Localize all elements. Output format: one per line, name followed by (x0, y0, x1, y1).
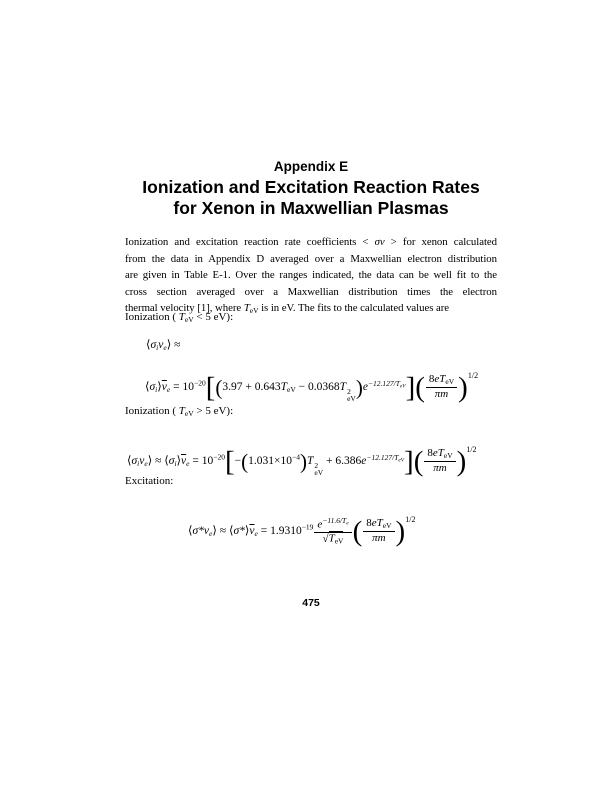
math-token: e (432, 447, 438, 460)
math-token: 10 (201, 455, 214, 467)
math-token: 8 (366, 517, 372, 530)
math-token: ⟩ (166, 339, 172, 351)
math-fraction (363, 518, 394, 544)
fraction-denominator: πm (426, 387, 457, 401)
math-token: T (307, 455, 314, 467)
math-token: 10 (182, 381, 194, 393)
heading-text: Ionization ( (125, 311, 179, 323)
math-token: 2 (314, 461, 319, 470)
math-token: eV (334, 536, 344, 546)
math-token: 1.031×10 (248, 455, 293, 467)
math-fraction (424, 448, 455, 474)
math-token: $\overline{v}$ (161, 381, 167, 393)
math-token: − (234, 455, 242, 467)
math-token: σ* (192, 525, 204, 537)
math-exponent (322, 516, 348, 525)
math-token: i (174, 459, 177, 468)
math-token: σ (149, 381, 156, 393)
right-paren: ) (395, 515, 406, 548)
math-token: T (178, 405, 185, 417)
left-paren: ( (215, 375, 223, 400)
math-token: e (186, 459, 190, 468)
math-token: ⟩ (244, 525, 250, 537)
math-token-supsub (347, 388, 356, 402)
left-paren: ( (415, 371, 425, 404)
math-token: eV (184, 315, 194, 324)
math-token: T (280, 381, 288, 393)
heading-text: < 5 eV): (193, 311, 234, 323)
math-token: e (362, 381, 368, 393)
math-token: 1/2 (405, 515, 416, 524)
math-token: e (166, 385, 171, 394)
math-token: v (158, 339, 164, 351)
math-exponent (368, 379, 406, 388)
math-token: eV (443, 451, 453, 461)
math-token: 1/2 (466, 445, 477, 454)
math-token: − 0.0368 (295, 381, 340, 393)
fraction-denominator: πm (424, 461, 455, 475)
math-token: e (346, 520, 349, 527)
math-token: eV (287, 385, 296, 394)
math-token: ≈ (216, 525, 229, 537)
math-token: ⟨ (164, 455, 169, 467)
math-fraction (314, 517, 351, 546)
paragraph-text: thermal velocity [1], where (125, 302, 244, 314)
paragraph-line: are given in Table E-1. Over the ranges indicated, the data can be well fit to the (125, 269, 497, 281)
fraction-numerator (314, 517, 351, 532)
math-token: ⟨ (228, 525, 234, 537)
math-token: 2 (347, 387, 351, 396)
math-token: = (170, 381, 183, 393)
math-token: ⟨ (188, 525, 193, 537)
math-token: T (437, 447, 444, 460)
math-token: e (361, 455, 367, 467)
math-token: −12.127/ (367, 378, 396, 388)
left-bracket: [ (205, 371, 216, 404)
fraction-denominator (314, 532, 351, 546)
paragraph-line (125, 234, 497, 251)
math-token: eV (382, 521, 392, 531)
paragraph-line: from the data in Appendix D averaged over a Maxwellian electron distribution (125, 252, 497, 265)
heading-text: Ionization ( (125, 405, 179, 417)
math-token: T (178, 311, 185, 323)
fraction-numerator (363, 518, 394, 531)
math-token: eV (314, 468, 324, 477)
fraction-numerator (426, 374, 457, 387)
fraction-numerator (424, 448, 455, 461)
math-token: ⟨ (127, 455, 132, 467)
appendix-label: Appendix E (273, 159, 349, 174)
math-token: e (371, 517, 377, 530)
heading-ionization-low (125, 310, 233, 327)
fraction-denominator: πm (363, 531, 394, 545)
radical-icon: √ (322, 532, 329, 545)
math-token: ⟨ (146, 339, 151, 351)
paragraph-text: Ionization and excitation reaction rate coefficients < (125, 236, 375, 248)
heading-ionization-high (125, 404, 233, 421)
right-paren: ) (355, 375, 363, 400)
left-paren: ( (241, 449, 249, 474)
math-token: i (156, 343, 159, 352)
math-token: 3.97 + 0.643 (222, 381, 281, 393)
math-token: 1/2 (467, 371, 479, 380)
math-token: = (189, 455, 202, 467)
math-token: ⟩ (147, 455, 153, 467)
math-token-supsub (314, 462, 323, 476)
paragraph-text: is in eV. The fits to the calculated values are (258, 302, 450, 314)
math-token: eV (398, 457, 405, 463)
math-token: σ* (233, 525, 245, 537)
right-bracket: ] (404, 445, 414, 478)
math-token: i (137, 459, 140, 468)
left-paren: ( (413, 445, 424, 478)
paragraph-line: cross section averaged over a Maxwellian distribution times the electron (125, 285, 497, 298)
heading-excitation: Excitation: (125, 475, 174, 487)
math-token: T (395, 378, 400, 388)
math-token: e (209, 529, 213, 538)
math-token: −20 (213, 452, 225, 462)
math-token: −19 (301, 522, 314, 532)
math-token: e (144, 459, 148, 468)
math-token: T (342, 515, 347, 525)
math-token: e (163, 343, 167, 352)
math-token: −20 (193, 378, 206, 388)
equation-ionization-low (145, 358, 478, 408)
math-token: 8 (427, 447, 433, 460)
math-token: ⟩ (157, 381, 162, 393)
right-paren: ) (458, 371, 468, 404)
math-token: T (439, 373, 446, 386)
inline-math-sigma-v: σv (374, 236, 385, 248)
page-number: 475 (302, 597, 320, 609)
math-token: $\overline{v}$ (249, 525, 255, 537)
right-bracket: ] (405, 371, 416, 404)
paragraph-text: > for xenon calculated (384, 236, 498, 248)
inline-math-T: T (243, 302, 250, 314)
math-token: ⟩ (212, 525, 217, 537)
equation-ionization-low-lhs (146, 338, 180, 355)
math-token: σ (131, 455, 138, 467)
math-token: $\overline{v}$ (181, 455, 187, 467)
math-token: −4 (292, 452, 301, 462)
math-token: = (257, 525, 271, 537)
math-token: e (317, 518, 323, 531)
document-title-line1: Ionization and Excitation Reaction Rates (142, 177, 480, 197)
right-paren: ) (300, 449, 308, 474)
math-token: −11.6/ (322, 515, 343, 525)
intro-paragraph (125, 234, 497, 320)
math-token: + 6.386 (323, 455, 362, 467)
math-token: −12.127/ (366, 452, 395, 462)
equation-ionization-high (127, 432, 477, 482)
right-paren: ) (456, 445, 467, 478)
math-token: σ (150, 339, 157, 351)
math-token: T (328, 532, 335, 545)
inline-math-T-sub: eV (249, 306, 259, 315)
math-token: 8 (428, 373, 435, 386)
radicand (329, 531, 344, 545)
math-token: ⟩ (176, 455, 182, 467)
left-paren: ( (352, 515, 363, 548)
math-token: σ (168, 455, 175, 467)
math-token: ⟨ (145, 381, 150, 393)
math-token: T (394, 452, 399, 462)
equation-excitation (188, 500, 415, 554)
math-token: eV (445, 377, 455, 387)
document-title-line2: for Xenon in Maxwellian Plasmas (173, 198, 449, 218)
math-token: eV (347, 394, 356, 403)
left-bracket: [ (224, 445, 235, 478)
math-token: T (376, 517, 383, 530)
math-token: v (203, 525, 210, 537)
math-token: e (254, 529, 258, 538)
math-token: 1.9310 (270, 525, 302, 537)
math-token: e (434, 373, 440, 386)
math-token: v (139, 455, 145, 467)
math-exponent (366, 453, 404, 462)
math-token: ≈ (152, 455, 165, 467)
math-token: eV (184, 409, 194, 418)
math-token: T (339, 381, 347, 393)
math-token: i (155, 385, 158, 394)
math-fraction (426, 374, 457, 400)
heading-text: > 5 eV): (193, 405, 234, 417)
math-token: eV (399, 383, 406, 389)
math-token: ≈ (171, 339, 181, 351)
